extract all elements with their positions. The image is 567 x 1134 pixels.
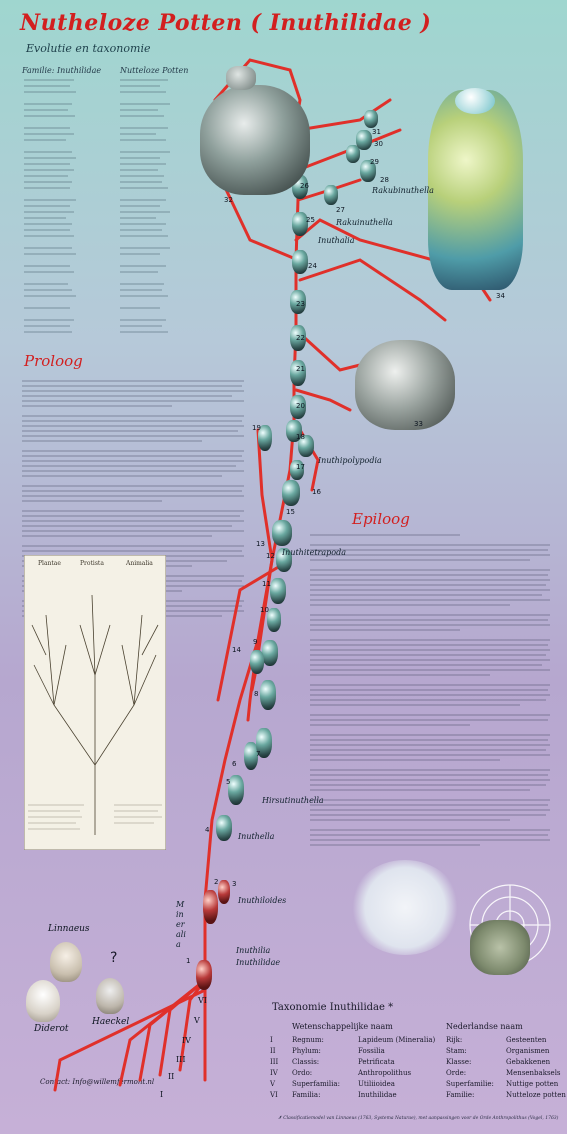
specimen-11 <box>270 578 286 604</box>
specimen-number-31: 31 <box>372 128 381 136</box>
taxonomy-row-nl-rank: Familie: <box>446 1091 475 1099</box>
taxonomy-row-rank: II <box>270 1047 276 1055</box>
taxonomy-row-sci-rank: Familia: <box>292 1091 321 1099</box>
linnaeus-label: Linnaeus <box>48 924 90 934</box>
label-inuthilia: Inuthilia <box>236 946 271 955</box>
specimen-number-23: 23 <box>296 300 305 308</box>
taxonomy-row-sci-rank: Classis: <box>292 1058 320 1066</box>
specimen-number-3: 3 <box>232 880 237 888</box>
specimen-number-22: 22 <box>296 334 305 342</box>
label-hirsutinuthella: Hirsutinuthella <box>262 796 324 805</box>
tree-rank-II: II <box>168 1072 175 1081</box>
taxonomy-row-rank: III <box>270 1058 279 1066</box>
specimen-number-6: 6 <box>232 760 237 768</box>
mechanism-sketch-left <box>350 860 460 955</box>
page-subtitle: Evolutie en taxonomie <box>26 42 151 55</box>
specimen-number-24: 24 <box>308 262 317 270</box>
specimen-number-10: 10 <box>260 606 269 614</box>
specimen-number-5: 5 <box>226 778 231 786</box>
specimen-number-30: 30 <box>374 140 383 148</box>
taxonomy-row-sci-name: Utiliioidea <box>358 1080 395 1088</box>
taxonomy-nl-header: Nederlandse naam <box>446 1022 523 1031</box>
tree-rank-VI: VI <box>198 996 207 1005</box>
proloog-heading: Proloog <box>24 352 83 370</box>
taxonomy-row-sci-name: Anthropolithus <box>358 1069 412 1077</box>
taxonomy-row-nl-name: Organismen <box>506 1047 550 1055</box>
tree-rank-III: III <box>176 1055 186 1064</box>
specimen-9 <box>262 640 278 666</box>
taxonomy-row-sci-rank: Ordo: <box>292 1069 313 1077</box>
specimen-number-12: 12 <box>266 552 275 560</box>
specimen-number-15: 15 <box>286 508 295 516</box>
mineralia-vertical-label: Mineralia <box>176 900 186 949</box>
question-mark: ? <box>110 950 118 966</box>
taxonomy-row-sci-name: Lapideum (Mineralia) <box>358 1036 436 1044</box>
haeckel-label: Haeckel <box>92 1017 130 1027</box>
specimen-33-large <box>355 340 455 430</box>
taxonomy-row-sci-rank: Superfamilia: <box>292 1080 340 1088</box>
specimen-number-34: 34 <box>496 292 505 300</box>
specimen-number-2: 2 <box>214 878 219 886</box>
specimen-32-lid <box>226 66 256 90</box>
label-inuthella: Inuthella <box>238 832 275 841</box>
taxonomy-row-nl-rank: Stam: <box>446 1047 467 1055</box>
specimen-number-11: 11 <box>262 580 271 588</box>
tree-rank-I: I <box>160 1090 164 1099</box>
specimen-10 <box>267 608 281 632</box>
contact-info: Contact: Info@willemfermont.nl <box>40 1078 155 1086</box>
specimen-3 <box>218 880 230 904</box>
specimen-number-8: 8 <box>254 690 259 698</box>
specimen-number-18: 18 <box>296 433 305 441</box>
taxonomy-title: Taxonomie Inuthilidae * <box>272 1002 394 1013</box>
page-title: Nutheloze Potten ( Inuthilidae ) <box>20 10 432 36</box>
specimen-number-32: 32 <box>224 196 233 204</box>
taxonomy-footnote: ✗ Classificatiemodel van Linnaeus (1763, Systema Naturae), met aanpassingen voor de Orde Anthropolithus (Vogel, 1763) <box>278 1116 559 1121</box>
specimen-32-large <box>200 85 310 195</box>
tree-rank-V: V <box>194 1016 200 1025</box>
specimen-number-4: 4 <box>205 826 210 834</box>
specimen-number-26: 26 <box>300 182 309 190</box>
specimen-number-14: 14 <box>232 646 241 654</box>
specimen-31 <box>364 110 378 128</box>
epiloog-text-block <box>310 532 555 872</box>
taxonomy-row-sci-name: Fossilia <box>358 1047 385 1055</box>
taxonomy-row-nl-name: Nuttige potten <box>506 1080 559 1088</box>
taxonomy-row-sci-rank: Phylum: <box>292 1047 321 1055</box>
label-inuthitetrapoda: Inuthitetrapoda <box>282 548 346 557</box>
specimen-8 <box>260 680 276 710</box>
specimen-30 <box>356 130 372 150</box>
specimen-number-7: 7 <box>256 750 261 758</box>
specimen-14 <box>250 650 264 674</box>
specimen-1 <box>196 960 212 990</box>
taxonomy-row-nl-rank: Klasse: <box>446 1058 472 1066</box>
tree-protista-label: Protista <box>80 560 104 567</box>
specimen-15 <box>282 480 300 506</box>
tree-animalia-label: Animalia <box>126 560 153 567</box>
specimen-number-20: 20 <box>296 402 305 410</box>
taxonomy-row-rank: VI <box>270 1091 278 1099</box>
specimen-13 <box>272 520 292 546</box>
diderot-label: Diderot <box>34 1024 69 1034</box>
taxonomy-row-rank: V <box>270 1080 276 1088</box>
taxonomy-row-nl-name: Gesteenten <box>506 1036 547 1044</box>
specimen-27 <box>324 185 338 205</box>
specimen-number-16: 16 <box>312 488 321 496</box>
specimen-number-29: 29 <box>370 158 379 166</box>
specimen-number-13: 13 <box>256 540 265 548</box>
tree-rank-IV: IV <box>182 1036 191 1045</box>
taxonomy-row-sci-rank: Regnum: <box>292 1036 324 1044</box>
taxonomy-row-nl-name: Nutteloze potten <box>506 1091 566 1099</box>
specimen-number-27: 27 <box>336 206 345 214</box>
specimen-21 <box>290 360 306 386</box>
specimen-number-9: 9 <box>253 638 258 646</box>
tree-plantae-label: Plantae <box>38 560 61 567</box>
specimen-number-19: 19 <box>252 424 261 432</box>
specimen-number-28: 28 <box>380 176 389 184</box>
taxonomy-row-sci-name: Petrificata <box>358 1058 395 1066</box>
specimen-24 <box>292 250 308 274</box>
mechanism-fragment-photo <box>470 920 530 975</box>
epiloog-heading: Epiloog <box>352 510 410 528</box>
specimen-34-large <box>428 90 523 290</box>
taxonomy-row-rank: IV <box>270 1069 278 1077</box>
specimen-number-25: 25 <box>306 216 315 224</box>
specimen-number-21: 21 <box>296 365 305 373</box>
specimen-number-1: 1 <box>186 957 191 965</box>
specimen-number-17: 17 <box>296 463 305 471</box>
taxonomy-row-nl-rank: Orde: <box>446 1069 467 1077</box>
specimen-4 <box>216 815 232 841</box>
label-inuthilidae: Inuthilidae <box>236 958 281 967</box>
taxonomy-row-rank: I <box>270 1036 273 1044</box>
label-inuthiloides: Inuthiloides <box>238 896 287 905</box>
label-rakuinuthella: Rakuinuthella <box>336 218 393 227</box>
specimen-number-33: 33 <box>414 420 423 428</box>
specimen-34-lid <box>455 88 495 114</box>
dutch-column-header: Nutteloze Potten <box>120 66 189 75</box>
taxonomy-row-nl-name: Mensenbaksels <box>506 1069 561 1077</box>
label-rakubinuthella: Rakubinuthella <box>372 186 434 195</box>
taxonomy-row-nl-name: Gebakkenen <box>506 1058 551 1066</box>
family-column-header: Familie: Inuthilidae <box>22 66 102 75</box>
taxonomy-row-sci-name: Inuthilidae <box>358 1091 397 1099</box>
label-inuthalia: Inuthalia <box>318 236 355 245</box>
taxonomy-row-nl-rank: Superfamilie: <box>446 1080 494 1088</box>
specimen-2 <box>203 890 218 924</box>
taxonomy-row-nl-rank: Rijk: <box>446 1036 463 1044</box>
taxonomy-sci-header: Wetenschappelijke naam <box>292 1022 393 1031</box>
label-inuthipolypodia: Inuthipolypodia <box>318 456 382 465</box>
